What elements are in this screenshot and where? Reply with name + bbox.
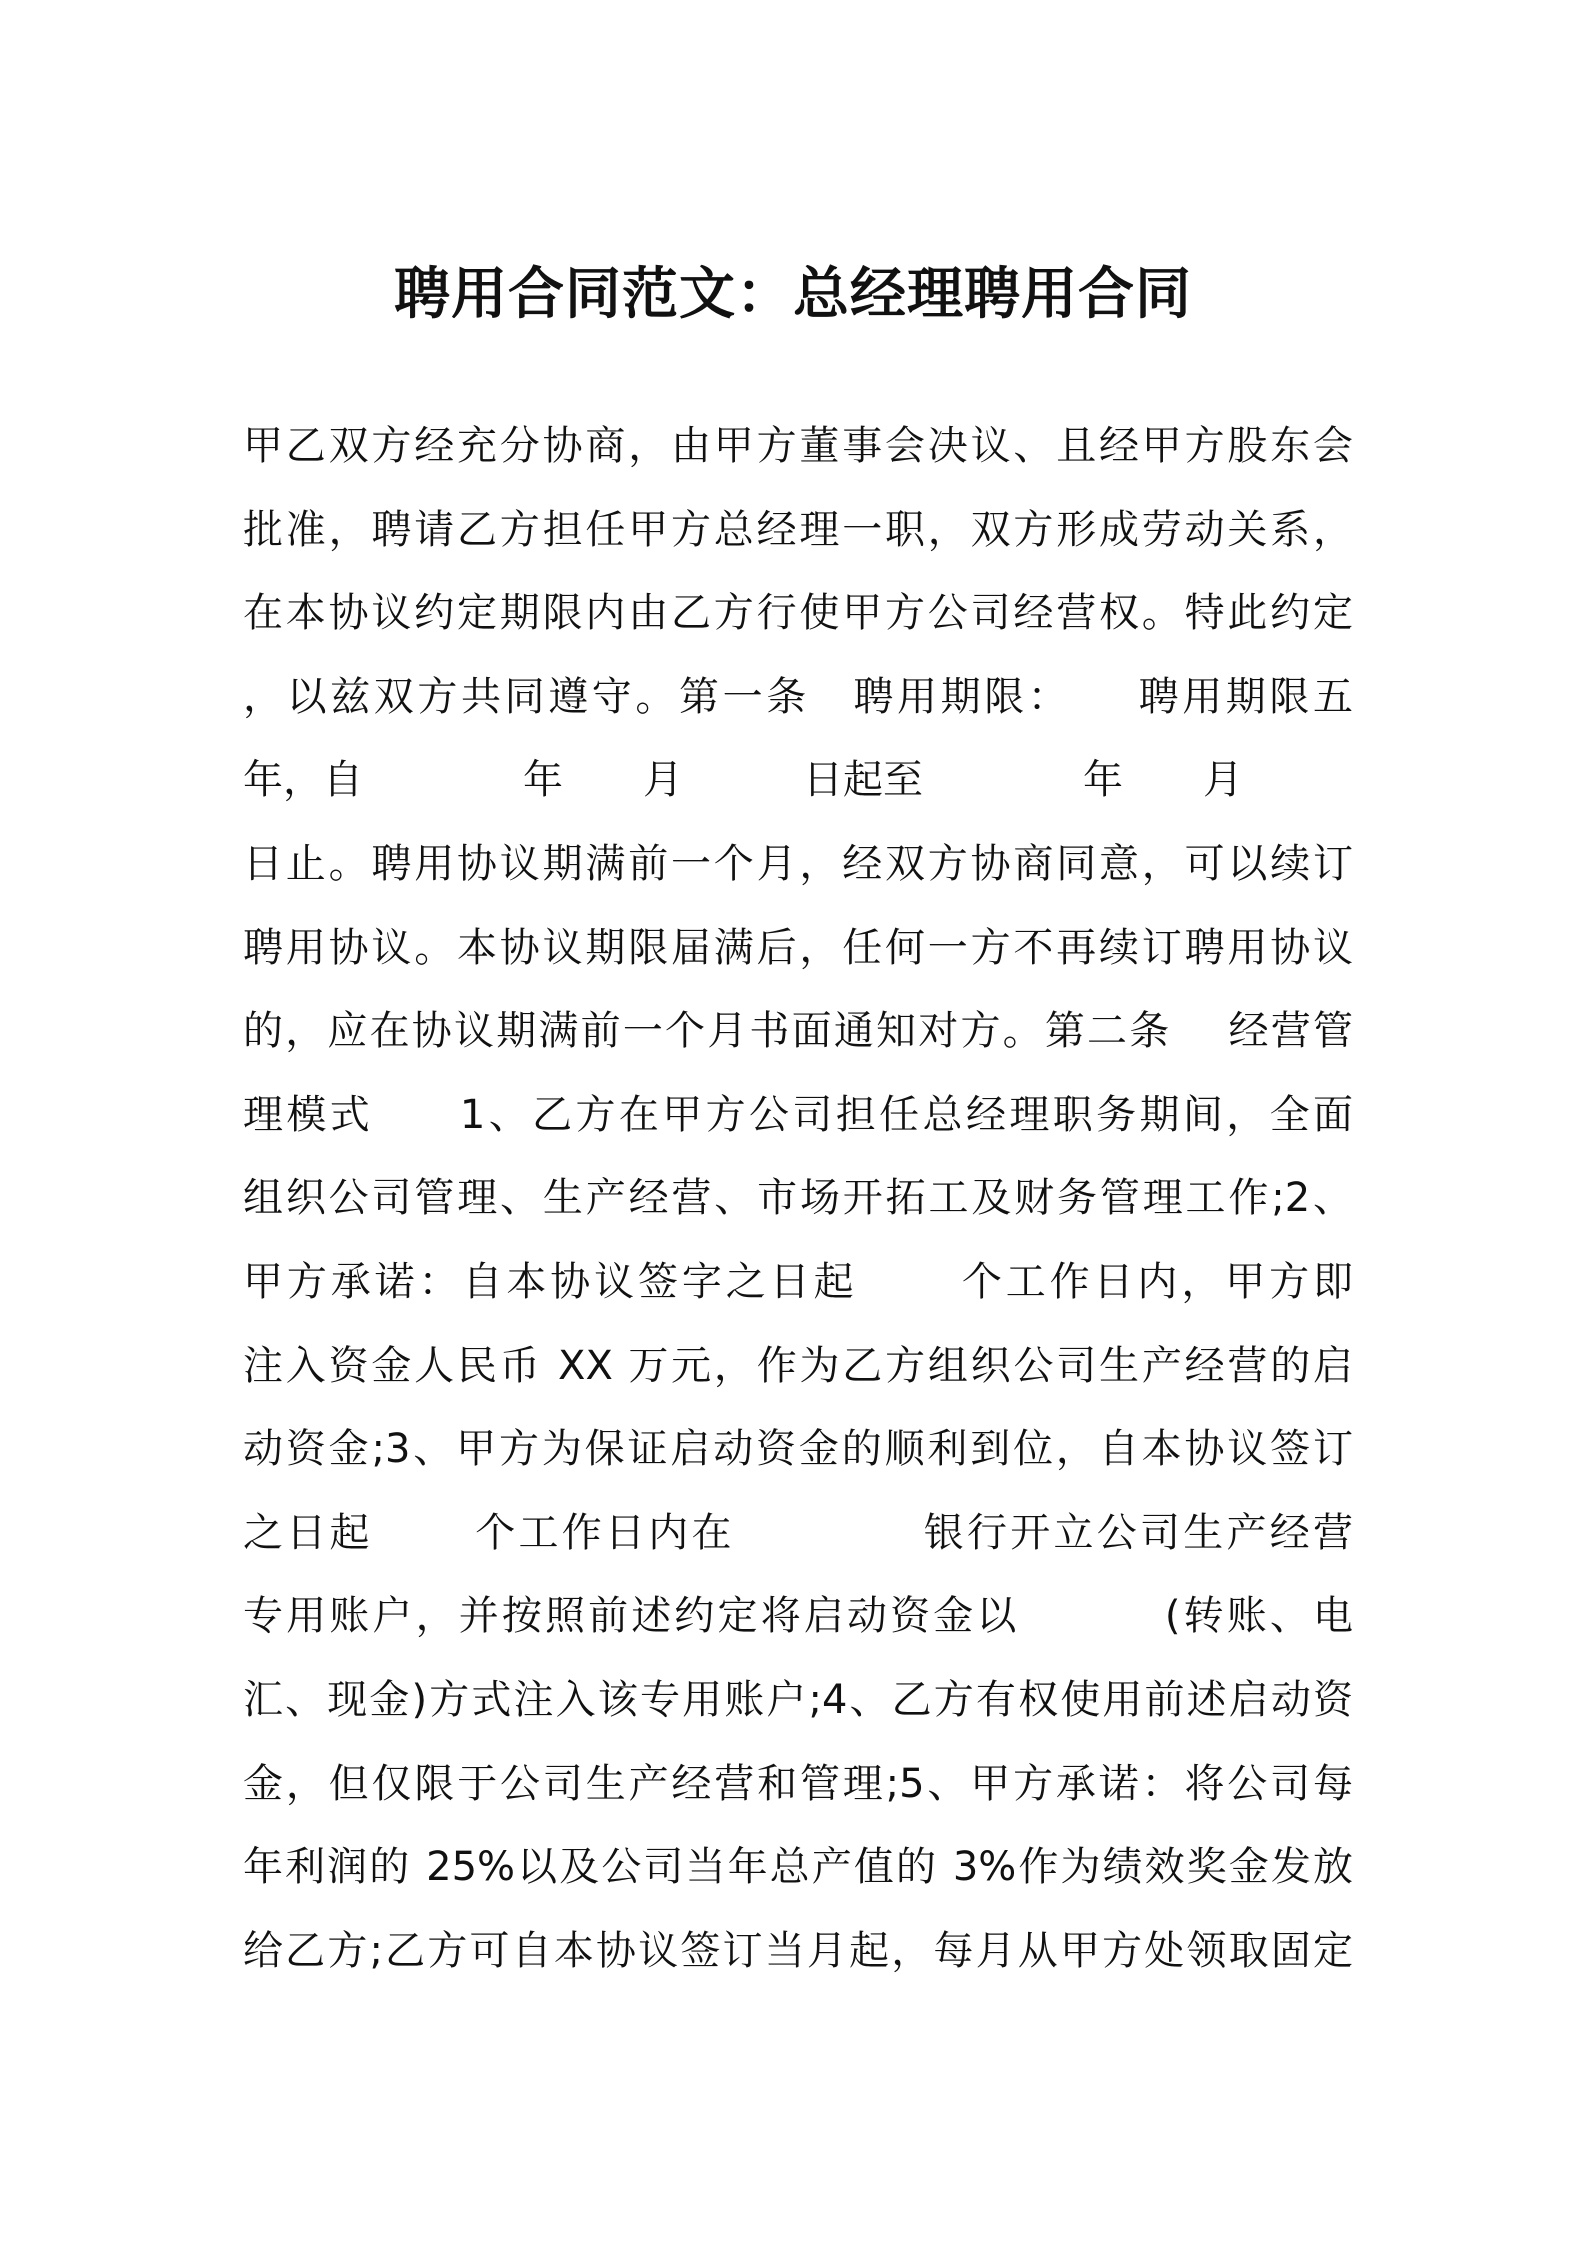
body-line-1: 甲乙双方经充分协商，由甲方董事会决议、且经甲方股东会 [243, 423, 1353, 469]
body-line-14: 之日起 个工作日内在 银行开立公司生产经营 [243, 1509, 1353, 1556]
body-line-11: 甲方承诺：自本协议签字之日起 个工作日内，甲方即 [243, 1258, 1353, 1305]
document-body [243, 405, 1353, 1993]
document-title: 聘用合同范文：总经理聘用合同 [394, 262, 1192, 327]
body-line-10: 组织公司管理、生产经营、市场开拓工及财务管理工作;2、 [243, 1175, 1353, 1222]
body-line-13: 动资金;3、甲方为保证启动资金的顺利到位，自本协议签订 [243, 1426, 1353, 1473]
body-line-7: 聘用协议。本协议期限届满后，任何一方不再续订聘用协议 [243, 924, 1353, 971]
body-line-18: 年利润的 25%以及公司当年总产值的 3%作为绩效奖金发放 [243, 1844, 1353, 1891]
body-line-4: ，以兹双方共同遵守。第一条 聘用期限： 聘用期限五 [243, 673, 1353, 720]
body-line-2: 批准，聘请乙方担任甲方总经理一职，双方形成劳动关系， [243, 506, 1353, 553]
body-line-3: 在本协议约定期限内由乙方行使甲方公司经营权。特此约定 [243, 590, 1353, 637]
body-line-17: 金，但仅限于公司生产经营和管理;5、甲方承诺：将公司每 [243, 1760, 1353, 1807]
body-line-6: 日止。聘用协议期满前一个月，经双方协商同意，可以续订 [243, 840, 1353, 887]
body-line-9: 理模式 1、乙方在甲方公司担任总经理职务期间，全面 [243, 1091, 1353, 1138]
body-line-16: 汇、现金)方式注入该专用账户;4、乙方有权使用前述启动资 [243, 1676, 1353, 1723]
body-line-19: 给乙方;乙方可自本协议签订当月起，每月从甲方处领取固定 [243, 1927, 1353, 1974]
body-line-12: 注入资金人民币 XX 万元，作为乙方组织公司生产经营的启 [243, 1342, 1353, 1389]
body-line-5: 年，自 年 月 日起至 年 月 [243, 757, 1243, 804]
body-line-15: 专用账户，并按照前述约定将启动资金以 (转账、电 [243, 1593, 1353, 1640]
body-line-8: 的，应在协议期满前一个月书面通知对方。第二条 经营管 [243, 1008, 1353, 1055]
